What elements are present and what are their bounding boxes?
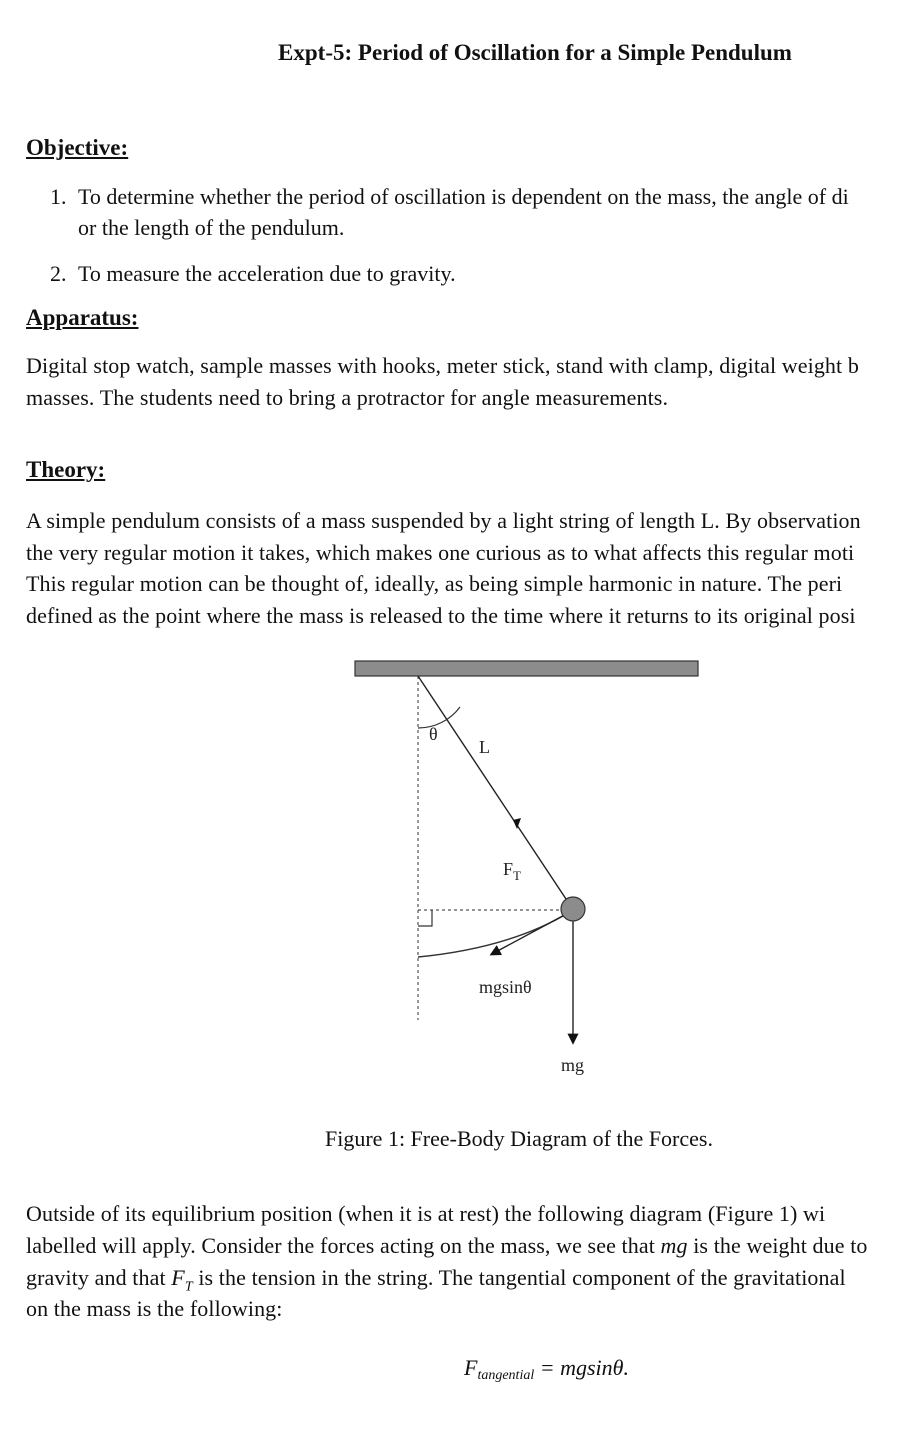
objective-item-2-line1: To measure the acceleration due to gravity. [78,261,456,286]
pendulum-string [418,676,572,908]
ceiling-support [355,661,698,676]
tension-arrowhead [513,818,521,829]
body-line-1: Outside of its equilibrium position (when it is at rest) the following diagram (Figure 1) wi [26,1201,826,1226]
right-angle-mark [418,910,432,926]
tangential-force-arrow [492,912,570,954]
theta-arc [418,707,460,728]
tension-label: $F_T$ [503,859,521,883]
objective-heading: Objective: [26,135,129,160]
theory-line-1: A simple pendulum consists of a mass suspended by a light string of length L. By observation [26,508,861,533]
theory-line-2: the very regular motion it takes, which makes one curious as to what affects this regular moti [26,540,855,565]
objective-item-1-line1: To determine whether the period of oscillation is dependent on the mass, the angle of di [78,184,849,209]
theory-line-3: This regular motion can be thought of, ideally, as being simple harmonic in nature. The peri [26,571,843,596]
page-title: Expt-5: Period of Oscillation for a Simple Pendulum [278,40,792,65]
objective-item-1-number: 1. [50,184,67,209]
theory-line-4: defined as the point where the mass is released to the time where it returns to its original posi [26,603,856,628]
apparatus-line-2: masses. The students need to bring a protractor for angle measurements. [26,385,669,410]
objective-item-2-number: 2. [50,261,67,286]
tangential-force-label: mgsinθ [479,977,532,997]
pendulum-bob [561,897,585,921]
objective-item-1-line2: or the length of the pendulum. [78,215,345,240]
theta-label: θ [429,724,438,744]
length-label: L [479,737,490,757]
body-line-4: on the mass is the following: [26,1296,283,1321]
apparatus-line-1: Digital stop watch, sample masses with hooks, meter stick, stand with clamp, digital weight b [26,353,859,378]
body-line-3: gravity and that $F_T$ is the tension in the string. The tangential component of the gravitational [26,1265,846,1295]
theory-heading: Theory: [26,457,106,482]
swing-arc [418,912,570,957]
body-line-2: labelled will apply. Consider the forces acting on the mass, we see that mg is the weight due to [26,1233,868,1258]
figure-caption: Figure 1: Free-Body Diagram of the Forces. [325,1126,713,1151]
weight-label: mg [561,1055,585,1075]
tangential-force-equation: $F_{tangential} = mgsin\theta$. [464,1355,629,1383]
apparatus-heading: Apparatus: [26,305,139,330]
